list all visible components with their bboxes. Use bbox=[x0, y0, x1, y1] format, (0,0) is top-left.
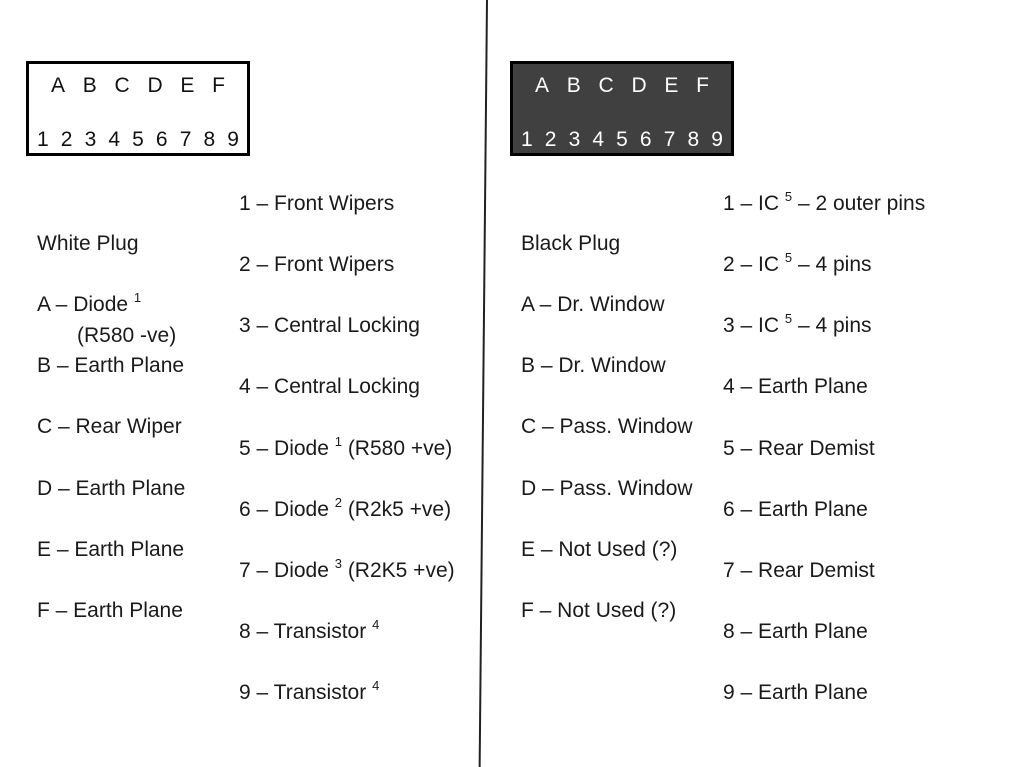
white-plug-pin-5 bbox=[239, 436, 452, 462]
pin-label: A – Diode bbox=[37, 293, 129, 316]
white-plug-pin-8 bbox=[239, 619, 379, 645]
black-plug-pin-e: E – Not Used (?) bbox=[521, 538, 678, 561]
pin-label: 5 – Diode bbox=[239, 437, 329, 460]
center-divider-line bbox=[479, 0, 488, 767]
pin-label: 2 – IC bbox=[723, 253, 780, 276]
white-plug-pin-c: C – Rear Wiper bbox=[37, 415, 182, 438]
white-plug-pin-2: 2 – Front Wipers bbox=[239, 253, 395, 276]
pin-number: 9 bbox=[227, 128, 239, 151]
pin-label: 3 – IC bbox=[723, 314, 780, 337]
pin-number: 6 bbox=[155, 128, 168, 151]
footnote-marker: 3 bbox=[334, 556, 342, 571]
footnote-marker: 5 bbox=[784, 189, 793, 204]
pin-number: 4 bbox=[592, 128, 605, 151]
black-plug-pin-d: D – Pass. Window bbox=[521, 477, 693, 500]
pin-number: 3 bbox=[84, 128, 97, 151]
black-plug-number-row bbox=[521, 128, 723, 152]
pin-label-suffix: – 2 outer pins bbox=[792, 192, 926, 215]
pin-letter: F bbox=[696, 74, 709, 97]
black-plug-pin-8: 8 – Earth Plane bbox=[723, 620, 868, 643]
white-plug-pin-a-note: (R580 -ve) bbox=[77, 324, 177, 347]
white-plug-connector-diagram bbox=[26, 61, 250, 156]
white-plug-title: White Plug bbox=[37, 232, 139, 255]
pin-letter: A bbox=[535, 74, 550, 97]
pin-number: 6 bbox=[639, 128, 652, 151]
black-plug-pin-3 bbox=[723, 313, 872, 339]
white-plug-pin-a bbox=[37, 292, 141, 318]
white-plug-pin-4: 4 – Central Locking bbox=[239, 375, 420, 398]
pin-number: 3 bbox=[568, 128, 581, 151]
white-plug-pin-d: D – Earth Plane bbox=[37, 477, 186, 500]
pin-letter: E bbox=[664, 74, 679, 97]
black-plug-letter-row bbox=[535, 74, 709, 98]
pin-letter: B bbox=[566, 74, 581, 97]
pin-number: 5 bbox=[616, 128, 628, 151]
pin-number: 5 bbox=[132, 128, 144, 151]
footnote-marker: 5 bbox=[784, 311, 793, 326]
footnote-marker: 1 bbox=[133, 290, 142, 305]
pin-label-suffix: – 4 pins bbox=[792, 253, 872, 276]
pin-letter: A bbox=[51, 74, 66, 97]
pin-label: 7 – Diode bbox=[239, 559, 329, 582]
pin-label: 9 – Transistor bbox=[239, 681, 367, 704]
footnote-marker: 2 bbox=[334, 495, 342, 510]
white-plug-number-row bbox=[37, 128, 239, 152]
black-plug-pin-a: A – Dr. Window bbox=[521, 293, 665, 316]
pin-letter: C bbox=[114, 74, 130, 97]
white-plug-pin-f: F – Earth Plane bbox=[37, 599, 183, 622]
white-plug-pin-6 bbox=[239, 497, 451, 523]
pin-number: 7 bbox=[179, 128, 192, 151]
pin-label-suffix: (R2k5 +ve) bbox=[341, 498, 452, 521]
pin-number: 1 bbox=[521, 128, 533, 151]
pin-number: 8 bbox=[203, 128, 216, 151]
pin-number: 1 bbox=[37, 128, 49, 151]
pin-number: 2 bbox=[60, 128, 73, 151]
white-plug-pin-3: 3 – Central Locking bbox=[239, 314, 420, 337]
black-plug-pin-9: 9 – Earth Plane bbox=[723, 681, 868, 704]
pin-label: 1 – IC bbox=[723, 192, 780, 215]
white-plug-pin-b: B – Earth Plane bbox=[37, 354, 185, 377]
white-plug-letter-row bbox=[51, 74, 225, 98]
black-plug-title: Black Plug bbox=[521, 232, 621, 255]
black-plug-pin-4: 4 – Earth Plane bbox=[723, 375, 868, 398]
white-plug-pin-7 bbox=[239, 558, 455, 584]
white-plug-pin-e: E – Earth Plane bbox=[37, 538, 185, 561]
black-plug-pin-7: 7 – Rear Demist bbox=[723, 559, 875, 582]
pin-label: 6 – Diode bbox=[239, 498, 329, 521]
footnote-marker: 1 bbox=[334, 434, 342, 449]
black-plug-pin-1 bbox=[723, 191, 925, 217]
pin-letter: C bbox=[598, 74, 614, 97]
pin-letter: B bbox=[82, 74, 97, 97]
footnote-marker: 4 bbox=[372, 678, 380, 693]
white-plug-pin-9 bbox=[239, 680, 379, 706]
black-plug-pin-c: C – Pass. Window bbox=[521, 415, 693, 438]
pin-label-suffix: (R2K5 +ve) bbox=[341, 559, 455, 582]
pin-number: 4 bbox=[108, 128, 121, 151]
pin-label-suffix: – 4 pins bbox=[792, 314, 872, 337]
black-plug-pin-5: 5 – Rear Demist bbox=[723, 437, 875, 460]
pin-number: 9 bbox=[711, 128, 723, 151]
black-plug-pin-b: B – Dr. Window bbox=[521, 354, 666, 377]
pin-label: 8 – Transistor bbox=[239, 620, 367, 643]
pin-letter: D bbox=[631, 74, 647, 97]
black-plug-pin-f: F – Not Used (?) bbox=[521, 599, 677, 622]
pin-number: 7 bbox=[663, 128, 676, 151]
footnote-marker: 5 bbox=[784, 250, 793, 265]
black-plug-pin-6: 6 – Earth Plane bbox=[723, 498, 868, 521]
pin-letter: E bbox=[180, 74, 195, 97]
pin-letter: F bbox=[212, 74, 225, 97]
pin-number: 8 bbox=[687, 128, 700, 151]
footnote-marker: 4 bbox=[372, 617, 380, 632]
black-plug-connector-diagram bbox=[510, 61, 734, 156]
white-plug-pin-1: 1 – Front Wipers bbox=[239, 192, 395, 215]
black-plug-pin-2 bbox=[723, 252, 872, 278]
pin-letter: D bbox=[147, 74, 163, 97]
pin-number: 2 bbox=[544, 128, 557, 151]
pin-label-suffix: (R580 +ve) bbox=[341, 437, 453, 460]
